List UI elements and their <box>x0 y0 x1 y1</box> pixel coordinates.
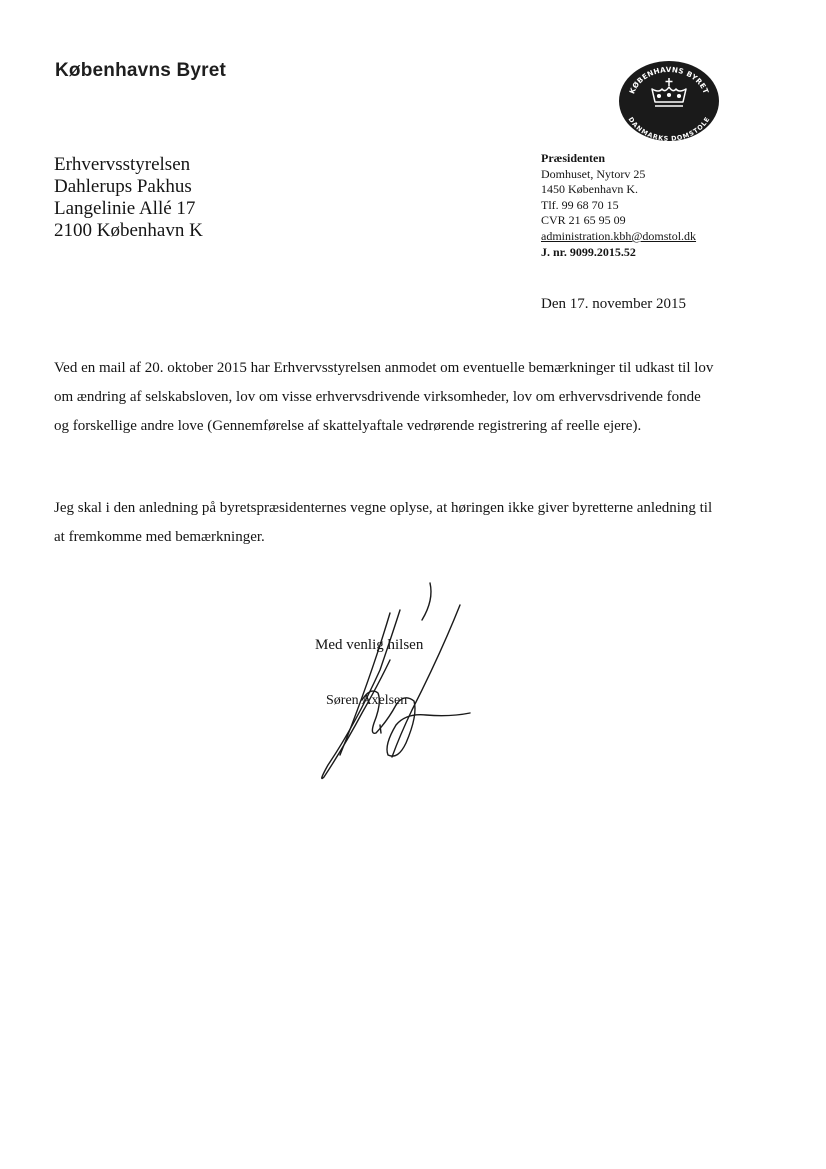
body-paragraph: Jeg skal i den anledning på byretspræsidenternes vegne oplyse, at høringen ikke giver byretterne anledning til at fremkomme med bemærkninger. <box>54 500 713 545</box>
recipient-line: Langelinie Allé 17 <box>54 198 196 219</box>
sender-details <box>541 151 696 260</box>
sender-cvr: CVR 21 65 95 09 <box>541 213 626 228</box>
sender-phone: Tlf. 99 68 70 15 <box>541 197 619 212</box>
seal-bottom-text: DANMARKS DOMSTOLE <box>626 115 712 142</box>
journal-number: J. nr. 9099.2015.52 <box>541 244 636 259</box>
court-seal <box>618 60 720 142</box>
handwritten-signature <box>300 575 480 790</box>
signer-name: Søren Axelsen <box>326 693 408 708</box>
seal-top-text: KØBENHAVNS BYRET <box>627 64 711 96</box>
body-paragraph: Ved en mail af 20. oktober 2015 har Erhvervsstyrelsen anmodet om eventuelle bemærkninger til udkast til lov om ændring af selskabsloven, lov om visse erhvervsdrivende virksomheder, lov om erhvervsdrivende fonde og forskellige andre love (Gennemførelse af skattelyaftale vedrørende registrering af reelle ejere). <box>54 360 714 434</box>
sender-email-link[interactable]: administration.kbh@domstol.dk <box>541 228 697 243</box>
closing-greeting: Med venlig hilsen <box>315 637 424 653</box>
sender-address-line: 1450 København K. <box>541 182 638 197</box>
recipient-address <box>54 154 203 242</box>
sender-title: Præsidenten <box>541 151 605 165</box>
recipient-line: 2100 København K <box>54 220 203 241</box>
letter-date: Den 17. november 2015 <box>541 296 686 312</box>
sender-address-line: Domhuset, Nytorv 25 <box>541 166 646 181</box>
recipient-line: Erhvervsstyrelsen <box>54 154 191 175</box>
court-name: Københavns Byret <box>55 60 227 81</box>
recipient-line: Dahlerups Pakhus <box>54 176 192 197</box>
